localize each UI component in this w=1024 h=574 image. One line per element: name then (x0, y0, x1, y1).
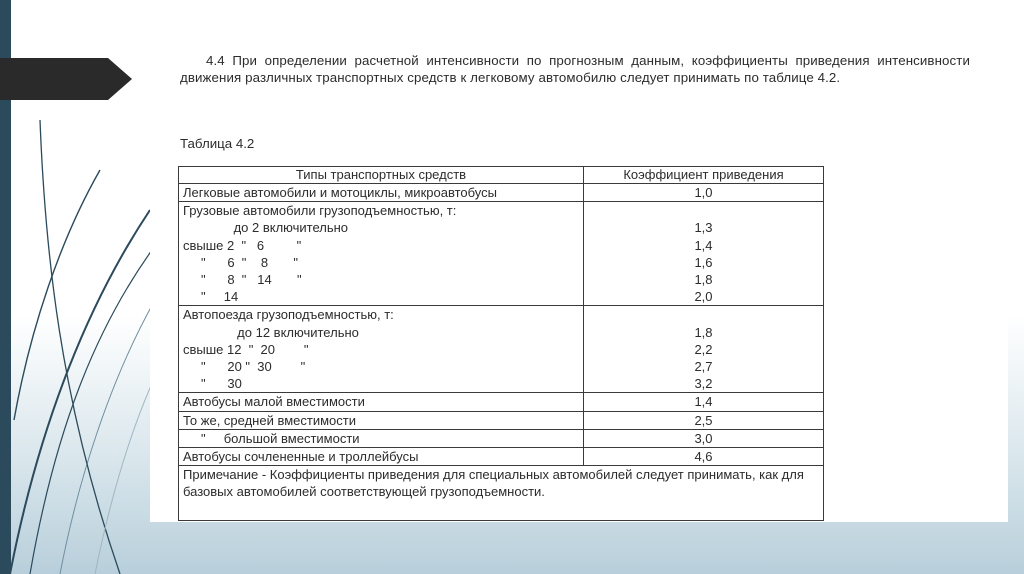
header-coefficient: Коэффициент приведения (584, 167, 824, 184)
coefficient-value: 1,0 (694, 185, 713, 200)
coefficient-value: 1,6 (694, 254, 713, 270)
table-caption: Таблица 4.2 (180, 136, 255, 151)
vehicle-type-line: Легковые автомобили и мотоциклы, микроавтобусы (183, 185, 497, 200)
table-note-row (179, 466, 824, 521)
vehicle-type-line: Автобусы малой вместимости (183, 394, 365, 410)
vehicle-type-cell (179, 429, 584, 447)
coefficient-table (178, 166, 824, 521)
vehicle-type-line: " 6 " 8 " (183, 254, 298, 270)
table-row (179, 411, 824, 429)
vehicle-type-line: Грузовые автомобили грузоподъемностью, т: (183, 203, 457, 219)
coefficient-value (588, 306, 819, 323)
coefficient-value: 1,4 (694, 394, 713, 410)
vehicle-type-cell (179, 393, 584, 411)
coefficient-value: 2,0 (694, 289, 713, 305)
vehicle-type-line: Автопоезда грузоподъемностью, т: (183, 307, 394, 323)
header-vehicle-types: Типы транспортных средств (179, 167, 584, 184)
coefficient-value: 4,6 (694, 449, 713, 465)
vehicle-type-cell (179, 306, 584, 393)
coefficient-value: 1,8 (694, 324, 713, 340)
vehicle-type-cell (179, 184, 584, 202)
vehicle-type-line: " большой вместимости (183, 430, 360, 446)
coefficient-value: 1,8 (694, 272, 713, 288)
coefficient-value: 2,2 (694, 341, 713, 357)
vehicle-type-line: " 20 " 30 " (183, 359, 306, 375)
coefficient-cell (584, 184, 824, 202)
intro-paragraph: 4.4 При определении расчетной интенсивности по прогнозным данным, коэффициенты приведения интенсивности движения различных транспортных средств к легковому автомобилю следует принимать по таблице 4.2. (180, 53, 970, 85)
coefficient-value: 2,5 (694, 412, 713, 428)
table-row (179, 448, 824, 466)
vehicle-type-line: до 12 включительно (183, 324, 359, 340)
table-row (179, 429, 824, 447)
vehicle-type-cell (179, 411, 584, 429)
coefficient-cell (584, 393, 824, 411)
table-row (179, 306, 824, 393)
coefficient-value: 1,4 (694, 237, 713, 253)
document-scan (150, 46, 1008, 522)
coefficient-cell (584, 306, 824, 393)
vehicle-type-line: Автобусы сочлененные и троллейбусы (183, 449, 419, 465)
vehicle-type-line: свыше 12 " 20 " (183, 341, 309, 357)
coefficient-value (588, 202, 819, 219)
coefficient-cell (584, 202, 824, 306)
coefficient-value: 3,0 (694, 430, 713, 446)
title-arrow-tab (0, 58, 132, 100)
coefficient-cell (584, 429, 824, 447)
vehicle-type-cell (179, 448, 584, 466)
coefficient-value: 3,2 (694, 376, 713, 392)
table-row (179, 184, 824, 202)
table-note: Примечание - Коэффициенты приведения для специальных автомобилей следует принимать, как для базовых автомобилей соответствующей грузоподъемности. (179, 466, 824, 521)
vehicle-type-line: " 14 (183, 289, 239, 305)
table-row (179, 202, 824, 306)
vehicle-type-line: свыше 2 " 6 " (183, 237, 302, 253)
table-row (179, 393, 824, 411)
vehicle-type-line: " 8 " 14 " (183, 272, 302, 288)
table-header-row (179, 167, 824, 184)
vehicle-type-cell (179, 202, 584, 306)
vehicle-type-line: То же, средней вместимости (183, 412, 356, 428)
coefficient-cell (584, 448, 824, 466)
coefficient-value: 2,7 (694, 359, 713, 375)
vehicle-type-line: " 30 (183, 376, 242, 392)
coefficient-cell (584, 411, 824, 429)
coefficient-value: 1,3 (694, 220, 713, 236)
vehicle-type-line: до 2 включительно (183, 220, 349, 236)
